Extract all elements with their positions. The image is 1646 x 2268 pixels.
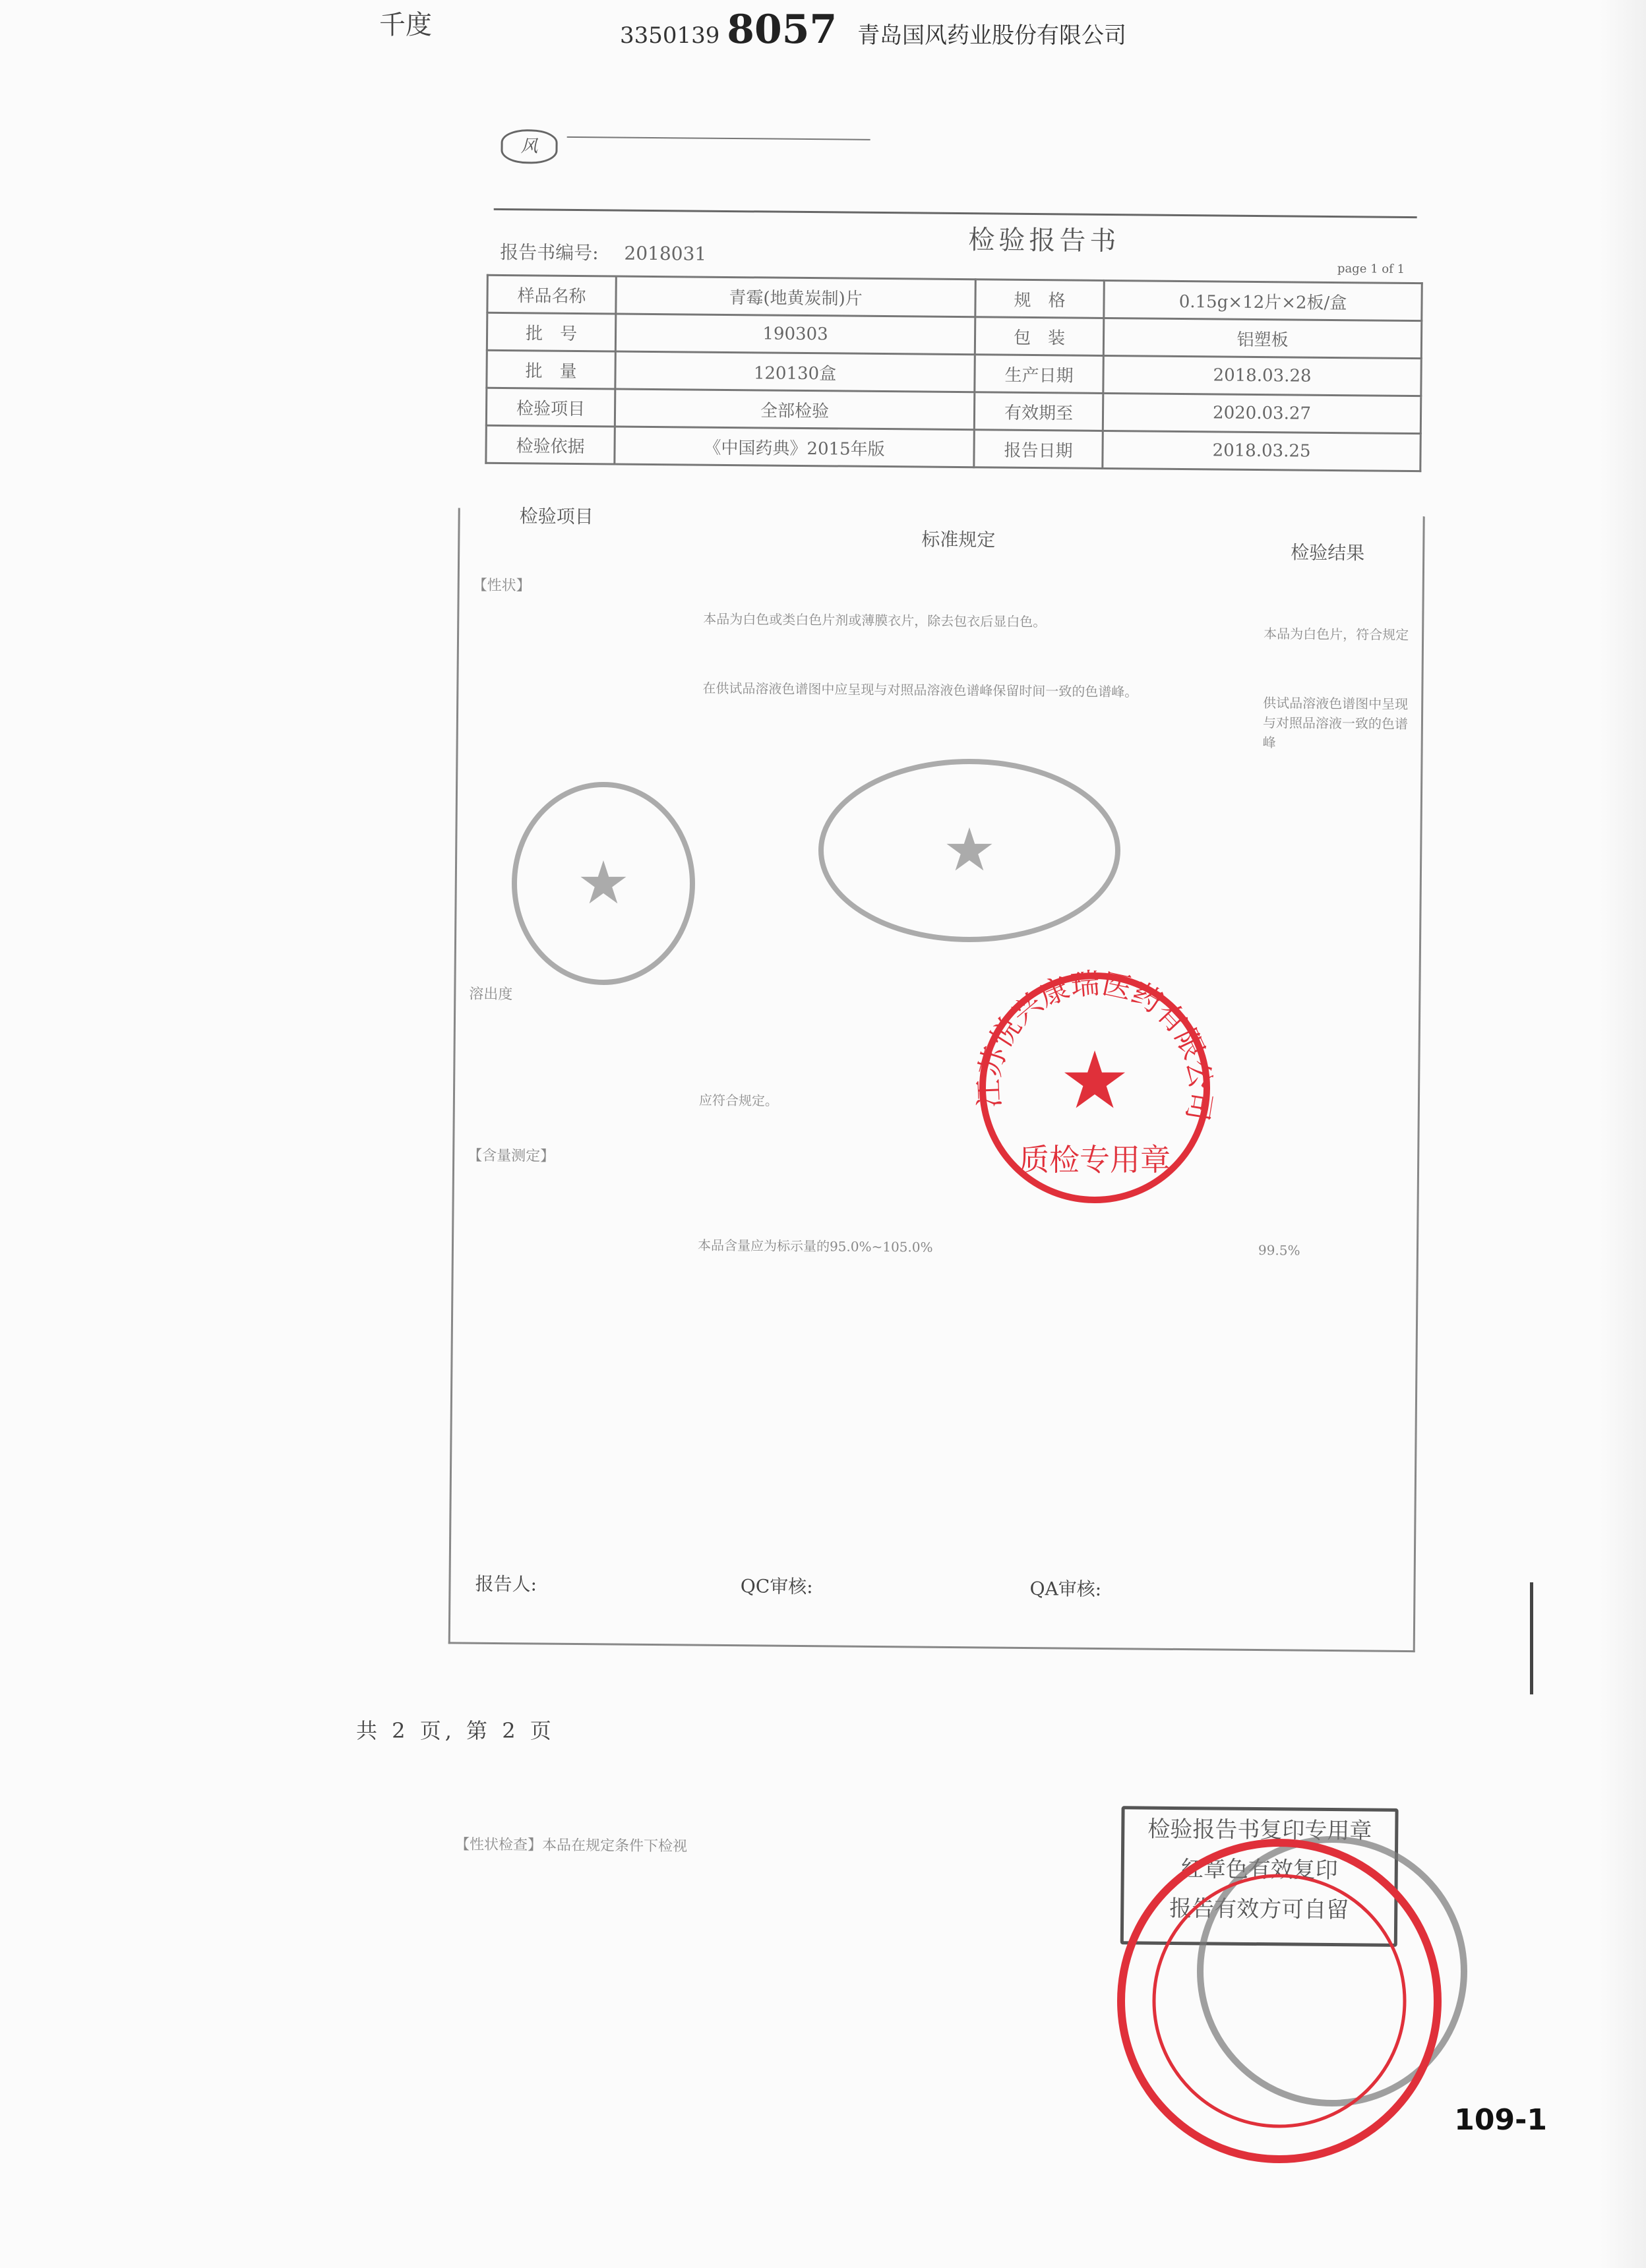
result-standard-text: 本品为白色或类白色片剂或薄膜衣片，除去包衣后显白色。 — [703, 611, 1047, 630]
company-logo-icon: 风 — [501, 129, 557, 164]
fax-number-small: 3350139 — [620, 22, 720, 49]
row-label: 批 量 — [487, 350, 615, 389]
row-value: 2018.03.25 — [1103, 431, 1420, 471]
qc-label: QC审核: — [740, 1575, 813, 1598]
row-label: 检验依据 — [486, 425, 615, 464]
star-icon: ★ — [942, 816, 996, 885]
results-header-item: 检验项目 — [519, 505, 594, 528]
row-label: 生产日期 — [975, 355, 1103, 394]
row-label: 报告日期 — [974, 430, 1103, 469]
fax-sender: 青岛国风药业股份有限公司 — [857, 22, 1127, 49]
row-label: 检验项目 — [486, 388, 615, 427]
row-label: 规 格 — [975, 280, 1104, 318]
row-value: 铝塑板 — [1103, 318, 1421, 358]
result-value-text: 99.5% — [1258, 1242, 1300, 1259]
fax-number-big: 8057 — [727, 7, 838, 53]
copy-stamp-line: 检验报告书复印专用章 — [1147, 1816, 1372, 1845]
star-icon: ★ — [1059, 1035, 1130, 1127]
copy-stamp-line: 报告有效方可自留 — [1169, 1895, 1349, 1924]
bottom-red-seal — [1121, 1843, 1438, 2159]
result-item-label: 溶出度 — [469, 986, 513, 1003]
result-standard-text: 本品含量应为标示量的95.0%~105.0% — [697, 1237, 933, 1255]
row-value: 2020.03.27 — [1103, 393, 1420, 433]
copy-stamp-line: 红章色有效复印 — [1180, 1856, 1338, 1884]
row-label: 有效期至 — [974, 392, 1103, 431]
result-standard-text: 在供试品溶液色谱图中应呈现与对照品溶液色谱峰保留时间一致的色谱峰。 — [702, 680, 1138, 700]
results-header-standard: 标准规定 — [921, 528, 996, 551]
page-of: page 1 of 1 — [1337, 262, 1405, 276]
row-value: 190303 — [615, 314, 975, 355]
result-item-label: 【含量测定】 — [468, 1147, 555, 1165]
row-value: 青霉(地黄炭制)片 — [616, 276, 975, 317]
report-number-value: 2018031 — [624, 242, 707, 265]
row-value: 《中国药典》2015年版 — [615, 427, 974, 467]
red-seal-subtext: 质检专用章 — [1019, 1142, 1171, 1178]
row-value: 120130盒 — [615, 351, 975, 392]
result-value-text: 本品为白色片，符合规定 — [1264, 626, 1409, 643]
gray-seal-1 — [514, 785, 692, 982]
page-id: 109-1 — [1454, 2103, 1547, 2137]
inspection-note: 【性状检查】本品在规定条件下检视 — [454, 1836, 688, 1855]
results-header-result: 检验结果 — [1291, 541, 1365, 564]
report-title: 检验报告书 — [968, 225, 1120, 257]
row-value: 2018.03.28 — [1103, 355, 1421, 396]
star-icon: ★ — [576, 849, 630, 918]
row-label: 包 装 — [975, 317, 1103, 356]
row-label: 批 号 — [487, 313, 615, 351]
report-number-label: 报告书编号: — [500, 241, 599, 264]
page-count: 共 2 页, 第 2 页 — [356, 1718, 555, 1743]
red-seal-text: 江苏悦兴康瑞医药有限公司 — [972, 967, 1218, 1123]
row-value: 0.15g×12片×2板/盒 — [1104, 280, 1422, 320]
result-item-label: 【性状】 — [472, 577, 531, 595]
red-qc-seal — [972, 967, 1217, 1200]
row-value: 全部检验 — [615, 389, 974, 430]
result-standard-text: 应符合规定。 — [698, 1092, 779, 1109]
qa-label: QA审核: — [1029, 1578, 1102, 1600]
result-value-text: 供试品溶液色谱图中呈现与对照品溶液一致的色谱峰 — [1262, 695, 1409, 751]
reporter-label: 报告人: — [475, 1572, 537, 1596]
fax-left-mark: 千度 — [379, 10, 432, 40]
row-label: 样品名称 — [487, 275, 616, 314]
gray-seal-2 — [821, 761, 1118, 940]
